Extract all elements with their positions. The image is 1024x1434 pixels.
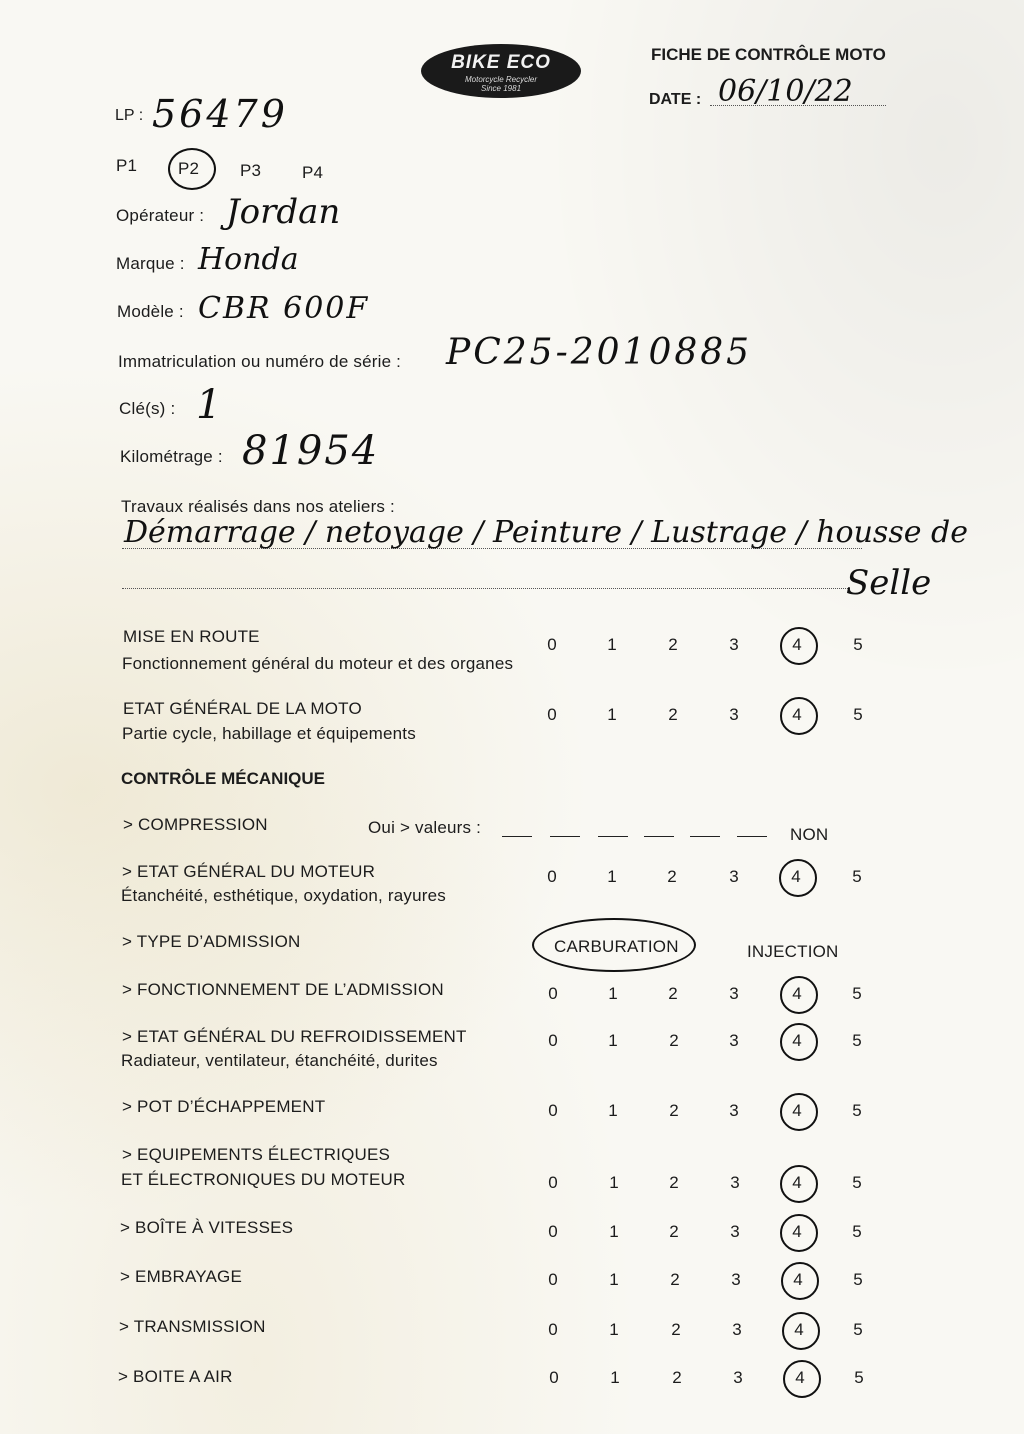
rating-2-selected-circle <box>779 859 817 897</box>
travaux-dotted-line-2 <box>122 588 850 589</box>
rating-0-option-0[interactable]: 0 <box>547 635 557 654</box>
rating-7-option-5[interactable]: 5 <box>852 1222 862 1241</box>
rating-4-selected-circle <box>780 1023 818 1061</box>
cles-label: Clé(s) : <box>119 399 176 418</box>
rating-3-option-2[interactable]: 2 <box>668 984 678 1003</box>
logo-subtitle <box>421 75 581 93</box>
rating-7-option-0[interactable]: 0 <box>548 1222 558 1241</box>
rating-sublabel-1: Partie cycle, habillage et équipements <box>122 724 416 743</box>
rating-3-selected-circle <box>780 976 818 1014</box>
rating-label-0: MISE EN ROUTE <box>123 627 260 646</box>
rating-10-option-0[interactable]: 0 <box>549 1368 559 1387</box>
rating-label-1: ETAT GÉNÉRAL DE LA MOTO <box>123 699 362 718</box>
rating-7-option-2[interactable]: 2 <box>669 1222 679 1241</box>
rating-10-option-4[interactable]: 4 <box>795 1368 805 1387</box>
rating-9-option-2[interactable]: 2 <box>671 1320 681 1339</box>
operateur-value[interactable]: Jordan <box>226 192 341 232</box>
rating-0-option-4[interactable]: 4 <box>792 635 802 654</box>
rating-0-option-2[interactable]: 2 <box>668 635 678 654</box>
rating-0-option-5[interactable]: 5 <box>853 635 863 654</box>
logo-line-2: Since 1981 <box>480 84 522 93</box>
rating-6-option-0[interactable]: 0 <box>548 1173 558 1192</box>
rating-6-selected-circle <box>780 1165 818 1203</box>
rating-4-option-1[interactable]: 1 <box>608 1031 618 1050</box>
rating-7-option-1[interactable]: 1 <box>609 1222 619 1241</box>
rating-7-option-4[interactable]: 4 <box>792 1222 802 1241</box>
rating-6-option-2[interactable]: 2 <box>669 1173 679 1192</box>
rating-3-option-5[interactable]: 5 <box>852 984 862 1003</box>
priority-p2[interactable]: P2 <box>178 159 200 178</box>
rating-8-selected-circle <box>781 1262 819 1300</box>
rating-1-option-0[interactable]: 0 <box>547 705 557 724</box>
modele-value[interactable]: CBR 600F <box>198 291 370 326</box>
immatriculation-value[interactable]: PC25-2010885 <box>446 332 753 373</box>
rating-7-option-3[interactable]: 3 <box>730 1222 740 1241</box>
rating-9-option-3[interactable]: 3 <box>732 1320 742 1339</box>
logo-title: BIKE ECO <box>451 52 551 73</box>
rating-3-option-4[interactable]: 4 <box>792 984 802 1003</box>
rating-label-8: > EMBRAYAGE <box>120 1267 243 1286</box>
rating-3-option-0[interactable]: 0 <box>548 984 558 1003</box>
rating-label-5: > POT D’ÉCHAPPEMENT <box>122 1097 326 1116</box>
rating-1-option-1[interactable]: 1 <box>607 705 617 724</box>
rating-9-selected-circle <box>782 1312 820 1350</box>
rating-5-option-3[interactable]: 3 <box>729 1101 739 1120</box>
rating-4-option-3[interactable]: 3 <box>729 1031 739 1050</box>
rating-4-option-4[interactable]: 4 <box>792 1031 802 1050</box>
rating-2-option-2[interactable]: 2 <box>667 867 677 886</box>
rating-5-option-4[interactable]: 4 <box>792 1101 802 1120</box>
compression-value-blank-6[interactable] <box>737 836 767 837</box>
lp-value[interactable]: 56479 <box>152 92 288 136</box>
rating-6-option-1[interactable]: 1 <box>609 1173 619 1192</box>
bike-eco-logo <box>421 44 581 98</box>
rating-1-option-3[interactable]: 3 <box>729 705 739 724</box>
rating-label-3: > FONCTIONNEMENT DE L’ADMISSION <box>122 980 444 999</box>
lp-label: LP : <box>115 107 144 124</box>
rating-5-option-5[interactable]: 5 <box>852 1101 862 1120</box>
rating-0-option-1[interactable]: 1 <box>607 635 617 654</box>
compression-non-label[interactable]: NON <box>790 825 829 844</box>
travaux-value-line-2[interactable]: Selle <box>846 563 932 603</box>
date-label: DATE : <box>649 91 702 108</box>
priority-p3[interactable]: P3 <box>240 161 262 180</box>
rating-8-option-1[interactable]: 1 <box>609 1270 619 1289</box>
rating-3-option-1[interactable]: 1 <box>608 984 618 1003</box>
compression-label: > COMPRESSION <box>123 815 268 834</box>
rating-10-option-2[interactable]: 2 <box>672 1368 682 1387</box>
compression-value-blank-2[interactable] <box>550 836 580 837</box>
rating-8-option-3[interactable]: 3 <box>731 1270 741 1289</box>
rating-label-7: > BOÎTE À VITESSES <box>120 1218 294 1237</box>
marque-label: Marque : <box>116 254 185 273</box>
rating-8-option-4[interactable]: 4 <box>793 1270 803 1289</box>
rating-6-option-4[interactable]: 4 <box>792 1173 802 1192</box>
rating-10-selected-circle <box>783 1360 821 1398</box>
rating-4-option-5[interactable]: 5 <box>852 1031 862 1050</box>
rating-3-option-3[interactable]: 3 <box>729 984 739 1003</box>
rating-10-option-3[interactable]: 3 <box>733 1368 743 1387</box>
rating-8-option-0[interactable]: 0 <box>548 1270 558 1289</box>
rating-2-option-1[interactable]: 1 <box>607 867 617 886</box>
rating-5-option-0[interactable]: 0 <box>548 1101 558 1120</box>
admission-option-injection[interactable]: INJECTION <box>747 942 839 961</box>
immatriculation-label: Immatriculation ou numéro de série : <box>118 352 402 371</box>
rating-7-selected-circle <box>780 1214 818 1252</box>
rating-6-option-5[interactable]: 5 <box>852 1173 862 1192</box>
rating-10-option-1[interactable]: 1 <box>610 1368 620 1387</box>
rating-sublabel-6: ET ÉLECTRONIQUES DU MOTEUR <box>121 1170 406 1189</box>
rating-label-9: > TRANSMISSION <box>119 1317 266 1336</box>
compression-value-blank-3[interactable] <box>598 836 628 837</box>
controle-mecanique-title: CONTRÔLE MÉCANIQUE <box>121 769 325 788</box>
kilometrage-label: Kilométrage : <box>120 447 223 466</box>
rating-9-option-1[interactable]: 1 <box>609 1320 619 1339</box>
rating-8-option-2[interactable]: 2 <box>670 1270 680 1289</box>
rating-9-option-5[interactable]: 5 <box>853 1320 863 1339</box>
rating-8-option-5[interactable]: 5 <box>853 1270 863 1289</box>
rating-1-option-5[interactable]: 5 <box>853 705 863 724</box>
rating-9-option-4[interactable]: 4 <box>794 1320 804 1339</box>
rating-sublabel-2: Étanchéité, esthétique, oxydation, rayures <box>121 886 446 905</box>
compression-value-blank-1[interactable] <box>502 836 532 837</box>
rating-2-option-4[interactable]: 4 <box>791 867 801 886</box>
cles-value[interactable]: 1 <box>196 382 222 428</box>
travaux-value-line-1[interactable]: Démarrage / netoyage / Peinture / Lustrage / housse de <box>124 515 968 550</box>
rating-5-option-1[interactable]: 1 <box>608 1101 618 1120</box>
rating-5-option-2[interactable]: 2 <box>669 1101 679 1120</box>
rating-2-option-5[interactable]: 5 <box>852 867 862 886</box>
travaux-label: Travaux réalisés dans nos ateliers : <box>121 497 395 516</box>
modele-label: Modèle : <box>117 302 184 321</box>
rating-5-selected-circle <box>780 1093 818 1131</box>
rating-0-selected-circle <box>780 627 818 665</box>
form-title: FICHE DE CONTRÔLE MOTO <box>651 45 886 64</box>
kilometrage-value[interactable]: 81954 <box>242 428 380 474</box>
rating-4-option-0[interactable]: 0 <box>548 1031 558 1050</box>
type-admission-label: > TYPE D’ADMISSION <box>122 932 301 951</box>
rating-sublabel-4: Radiateur, ventilateur, étanchéité, durites <box>121 1051 438 1070</box>
admission-option-carburation[interactable]: CARBURATION <box>554 937 679 956</box>
compression-value-blank-5[interactable] <box>690 836 720 837</box>
date-value[interactable]: 06/10/22 <box>718 74 853 109</box>
logo-line-1: Motorcycle Recycler <box>464 75 537 84</box>
rating-1-selected-circle <box>780 697 818 735</box>
rating-2-option-3[interactable]: 3 <box>729 867 739 886</box>
rating-1-option-2[interactable]: 2 <box>668 705 678 724</box>
compression-oui-label[interactable]: Oui > valeurs : <box>368 818 482 837</box>
rating-10-option-5[interactable]: 5 <box>854 1368 864 1387</box>
rating-label-6: > EQUIPEMENTS ÉLECTRIQUES <box>122 1145 391 1164</box>
compression-value-blank-4[interactable] <box>644 836 674 837</box>
rating-9-option-0[interactable]: 0 <box>548 1320 558 1339</box>
marque-value[interactable]: Honda <box>198 242 299 277</box>
priority-p1[interactable]: P1 <box>116 156 138 175</box>
rating-label-10: > BOITE A AIR <box>118 1367 233 1386</box>
priority-p4[interactable]: P4 <box>302 163 324 182</box>
rating-2-option-0[interactable]: 0 <box>547 867 557 886</box>
rating-label-2: > ETAT GÉNÉRAL DU MOTEUR <box>122 862 376 881</box>
rating-6-option-3[interactable]: 3 <box>730 1173 740 1192</box>
rating-sublabel-0: Fonctionnement général du moteur et des organes <box>122 654 514 673</box>
rating-0-option-3[interactable]: 3 <box>729 635 739 654</box>
rating-4-option-2[interactable]: 2 <box>669 1031 679 1050</box>
operateur-label: Opérateur : <box>116 206 205 225</box>
rating-label-4: > ETAT GÉNÉRAL DU REFROIDISSEMENT <box>122 1027 467 1046</box>
rating-1-option-4[interactable]: 4 <box>792 705 802 724</box>
